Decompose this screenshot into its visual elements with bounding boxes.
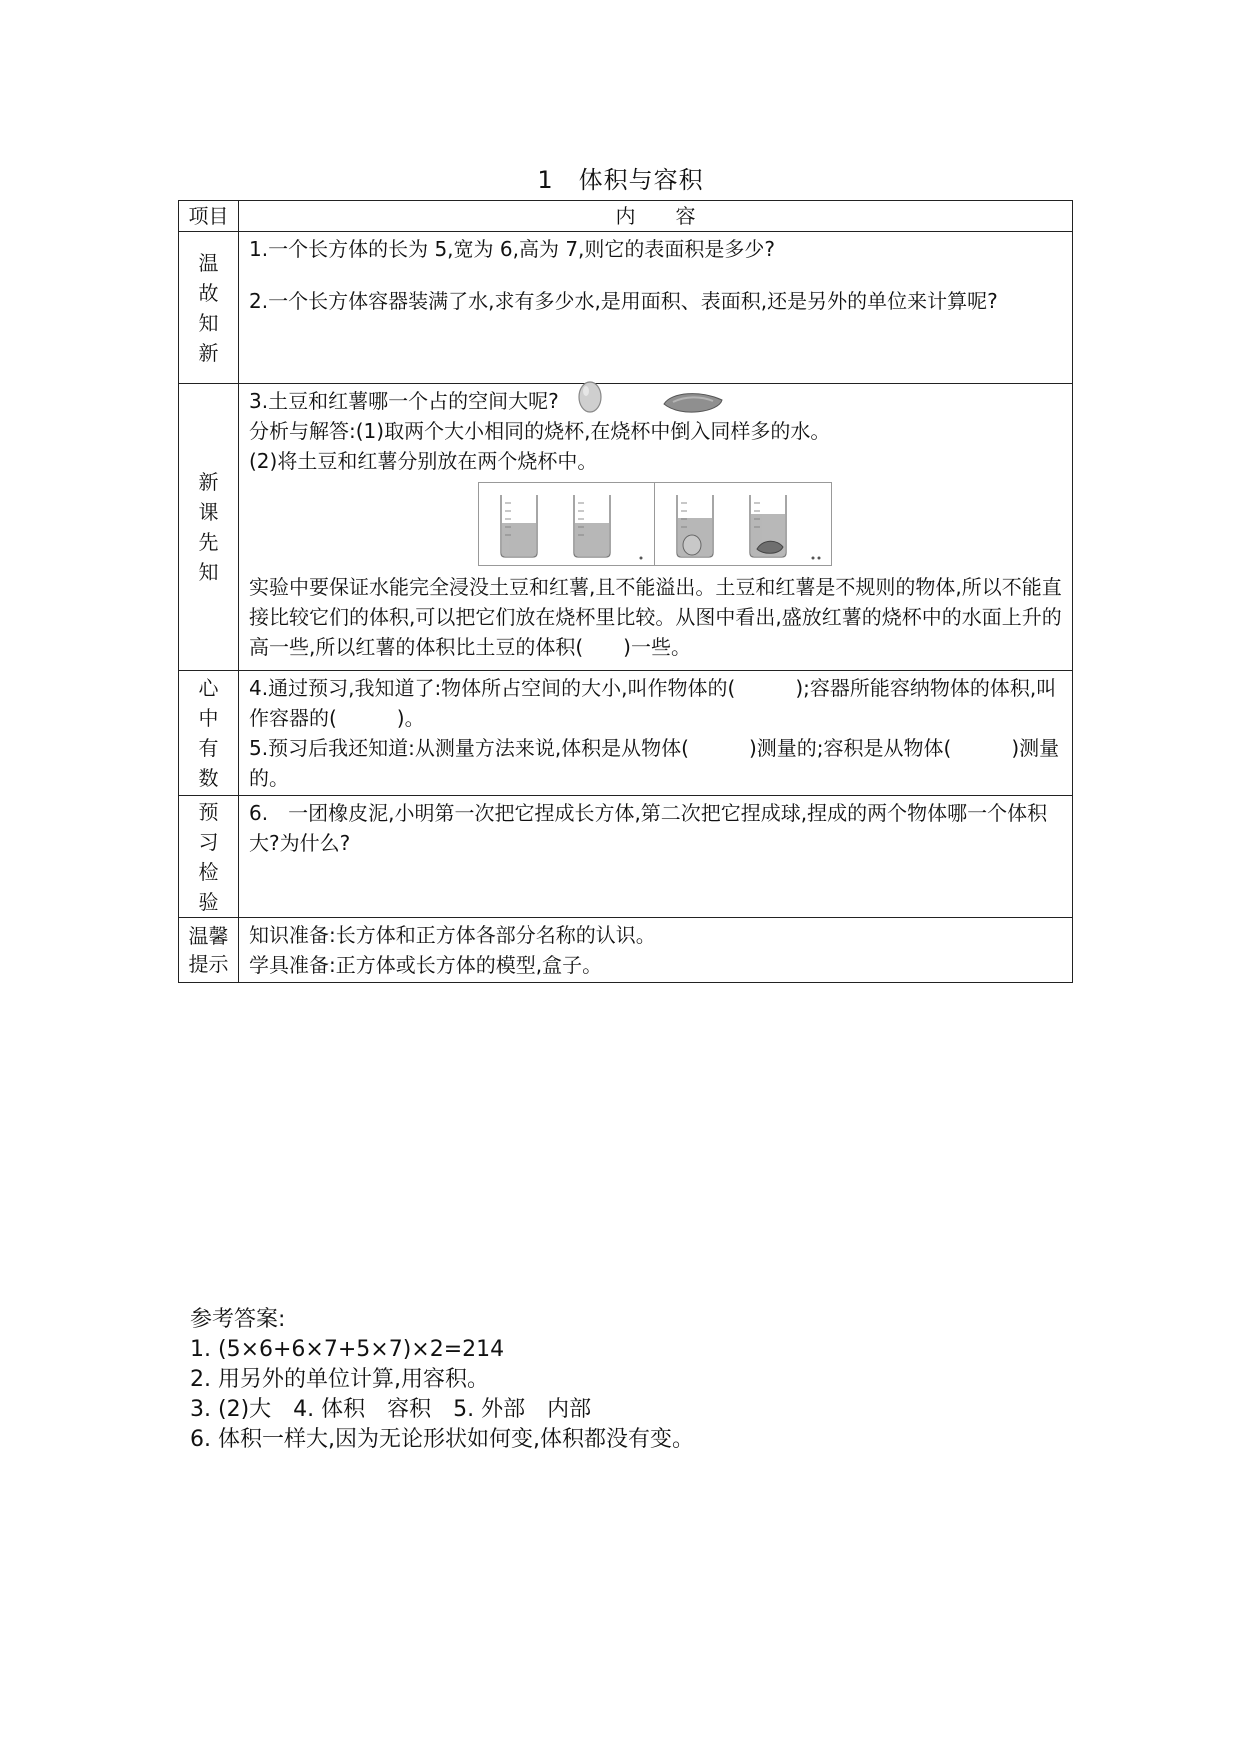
answer-heading: 参考答案: (190, 1307, 286, 1332)
preview-table (178, 200, 1073, 983)
page-title: 1 体积与容积 (537, 166, 704, 194)
section-label: 新课先知 (179, 384, 239, 671)
question-6: 6. 一团橡皮泥,小明第一次把它捏成长方体,第二次把它捏成球,捏成的两个物体哪一个体积大?为什么? (249, 801, 1048, 855)
analysis-step-2: (2)将土豆和红薯分别放在两个烧杯中。 (249, 449, 598, 473)
section-label: 预习检验 (179, 796, 239, 918)
question-2: 2.一个长方体容器装满了水,求有多少水,是用面积、表面积,还是另外的单位来计算呢? (249, 289, 998, 313)
answer-line: 1. (5×6+6×7+5×7)×2=214 (190, 1337, 505, 1362)
section-tips (179, 918, 1073, 983)
tip-knowledge: 知识准备:长方体和正方体各部分名称的认识。 (249, 923, 656, 947)
question-3: 3.土豆和红薯哪一个占的空间大呢? (249, 389, 559, 413)
section-understanding (179, 671, 1073, 796)
section-review (179, 232, 1073, 384)
beakers-illustration (479, 483, 831, 565)
answer-line: 6. 体积一样大,因为无论形状如何变,体积都没有变。 (190, 1427, 694, 1452)
table-header-row (179, 201, 1073, 232)
answer-key (190, 1305, 694, 1455)
section-label: 温馨提示 (179, 918, 239, 983)
answer-line: 3. (2)大 4. 体积 容积 5. 外部 内部 (190, 1397, 592, 1422)
section-label: 心中有数 (179, 671, 239, 796)
question-5: 5.预习后我还知道:从测量方法来说,体积是从物体( )测量的;容积是从物体( )测量的。 (249, 736, 1060, 790)
section-label: 温故知新 (179, 232, 239, 384)
tip-tools: 学具准备:正方体或长方体的模型,盒子。 (249, 953, 603, 977)
section-preview-check (179, 796, 1073, 918)
potato-icon (577, 380, 603, 414)
question-1: 1.一个长方体的长为 5,宽为 6,高为 7,则它的表面积是多少? (249, 237, 776, 261)
analysis-step-1: 分析与解答:(1)取两个大小相同的烧杯,在烧杯中倒入同样多的水。 (249, 419, 831, 443)
section-new-lesson (179, 384, 1073, 671)
header-item: 项目 (179, 201, 239, 232)
beaker-experiment-figure (478, 482, 832, 566)
question-4: 4.通过预习,我知道了:物体所占空间的大小,叫作物体的( );容器所能容纳物体的体积,叫作容器的( )。 (249, 676, 1057, 730)
sweet-potato-icon (661, 390, 725, 418)
experiment-conclusion: 实验中要保证水能完全浸没土豆和红薯,且不能溢出。土豆和红薯是不规则的物体,所以不能直接比较它们的体积,可以把它们放在烧杯里比较。从图中看出,盛放红薯的烧杯中的水面上升的高一些,所以红薯的体积比土豆的体积( )一些。 (249, 575, 1062, 659)
header-content: 内 容 (239, 201, 1073, 232)
answer-line: 2. 用另外的单位计算,用容积。 (190, 1367, 489, 1392)
